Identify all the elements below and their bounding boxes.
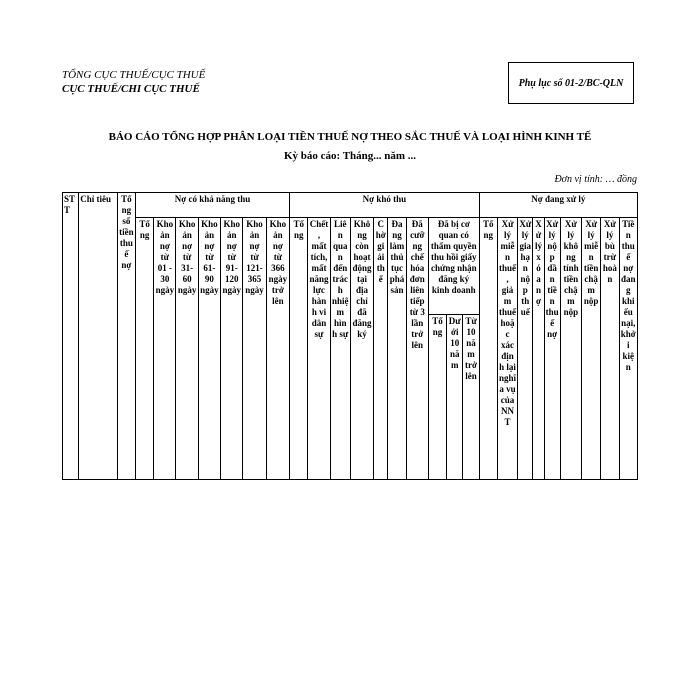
license-sub-col: Dưới 10 năm <box>447 315 463 480</box>
dang-xu-ly-col: Tiền thuế nợ đang khiếu nại, khởi kiện <box>619 218 638 480</box>
report-title: BÁO CÁO TỔNG HỢP PHÂN LOẠI TIỀN THUẾ NỢ THEO SẮC THUẾ VÀ LOẠI HÌNH KINH TẾ <box>108 131 592 143</box>
kho-thu-col: Chờ giải thể <box>374 218 388 480</box>
dang-xu-ly-col: Xử lý miễn thuế, giảm thuế hoặc xác định lại nghĩa vụ của NNT <box>497 218 517 480</box>
license-sub-col: Tổng <box>428 315 446 480</box>
col-stt: STT <box>63 193 79 480</box>
kha-nang-thu-col: Khoản nợ từ 31- 60 ngày <box>176 218 198 480</box>
kho-thu-col: Liên quan đến trách nhiệm hình sự <box>330 218 350 480</box>
group-kha-nang-thu: Nợ có khả năng thu <box>135 193 289 218</box>
col-chi-tieu: Chỉ tiêu <box>79 193 118 480</box>
kha-nang-thu-col: Khoản nợ từ 01 - 30 ngày <box>154 218 176 480</box>
kha-nang-thu-col: Tổng <box>135 218 153 480</box>
dang-xu-ly-col: Xử lý bù trừ hoàn <box>601 218 619 480</box>
license-sub-col: Từ 10 năm trở lên <box>463 315 479 480</box>
dang-xu-ly-col: Xử lý gia hạn nộp thuế <box>518 218 533 480</box>
kho-thu-col: Đang làm thủ tục phá sản <box>388 218 406 480</box>
kho-thu-col: Chết, mất tích, mất năng lực hành vi dân sự <box>308 218 330 480</box>
dang-xu-ly-col: Xử lý nộp dần tiền thuế nợ <box>544 218 560 480</box>
agency-line-1: TỔNG CỤC THUẾ/CỤC THUẾ <box>62 69 206 81</box>
kho-thu-col: Tổng <box>290 218 308 480</box>
kha-nang-thu-col: Khoản nợ từ 91- 120 ngày <box>221 218 243 480</box>
kha-nang-thu-col: Khoản nợ từ 366 ngày trở lên <box>266 218 289 480</box>
report-table <box>62 192 638 480</box>
report-period: Kỳ báo cáo: Tháng... năm ... <box>283 150 417 162</box>
dang-xu-ly-col: Xử lý miễn tiền chậm nộp <box>582 218 601 480</box>
agency-header <box>62 68 205 96</box>
annex-box: Phụ lục số 01-2/BC-QLN <box>508 62 634 104</box>
unit-label: Đơn vị tính: … đồng <box>554 174 637 185</box>
group-kho-thu: Nợ khó thu <box>290 193 480 218</box>
dang-xu-ly-col: Xử lý không tính tiền chậm nộp <box>560 218 581 480</box>
kho-thu-col: Đã cưỡng chế hóa đơn liên tiếp từ 3 lần trở lên <box>406 218 428 480</box>
dang-xu-ly-col: Xử lý xóa nợ <box>533 218 544 480</box>
kha-nang-thu-col: Khoản nợ từ 61- 90 ngày <box>198 218 220 480</box>
col-tong-so: Tổng số tiền thuế nợ <box>117 193 135 480</box>
dang-xu-ly-col: Tổng <box>479 218 497 480</box>
license-group: Đã bị cơ quan có thẩm quyền thu hồi giấy chứng nhận đăng ký kinh doanh <box>428 218 479 315</box>
kha-nang-thu-col: Khoản nợ từ 121- 365 ngày <box>243 218 266 480</box>
kho-thu-col: Không còn hoạt động tại địa chỉ đã đăng ký <box>350 218 373 480</box>
agency-line-2: CỤC THUẾ/CHI CỤC THUẾ <box>62 83 200 95</box>
group-dang-xu-ly: Nợ đang xử lý <box>479 193 637 218</box>
